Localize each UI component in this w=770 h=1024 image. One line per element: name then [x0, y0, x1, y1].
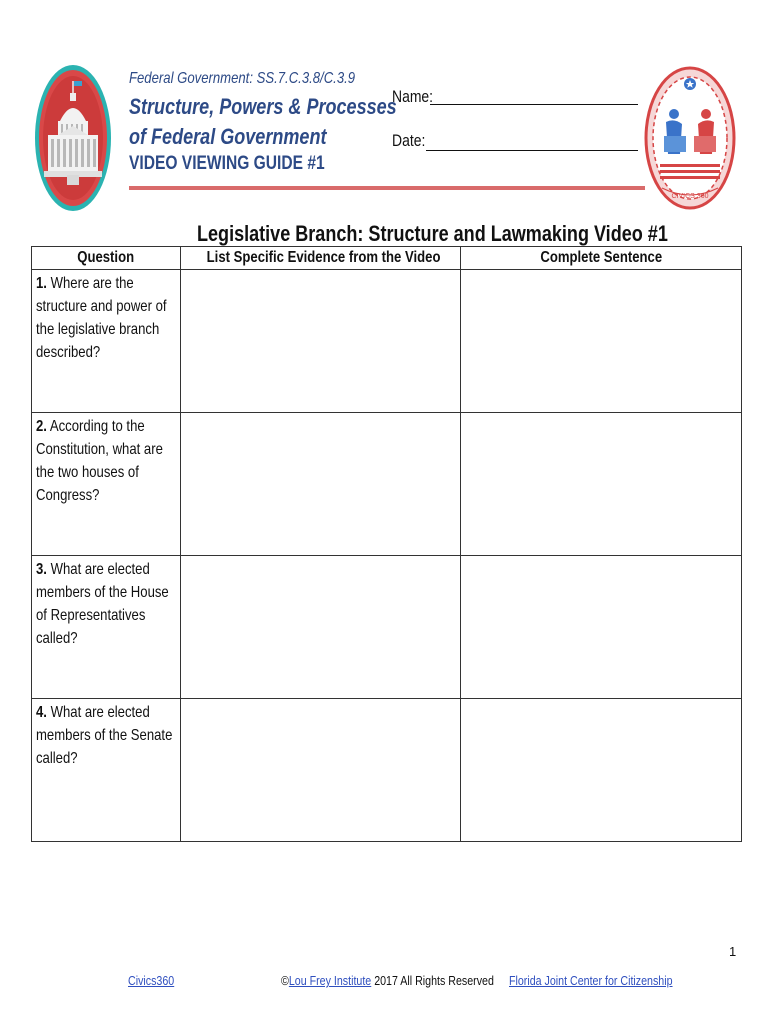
civics360-logo — [644, 66, 736, 211]
question-text: What are elected members of the Senate called? — [36, 704, 173, 767]
table-title: Legislative Branch: Structure and Lawmaking Video #1 — [197, 221, 668, 246]
sentence-answer-cell[interactable] — [461, 413, 742, 556]
evidence-answer-cell[interactable] — [181, 413, 461, 556]
question-cell — [32, 699, 181, 842]
page-number: 1 — [729, 944, 737, 959]
guide-subtitle: VIDEO VIEWING GUIDE #1 — [129, 153, 325, 174]
table-row — [32, 270, 742, 413]
lou-frey-institute-link[interactable]: Lou Frey Institute — [288, 973, 372, 988]
question-cell — [32, 413, 181, 556]
question-text: Where are the structure and power of the legislative branch described? — [36, 275, 167, 361]
header-divider — [129, 186, 645, 190]
standard-code: Federal Government: SS.7.C.3.8/C.3.9 — [129, 70, 356, 87]
sentence-answer-cell[interactable] — [461, 556, 742, 699]
date-label: Date: — [392, 131, 426, 150]
name-label: Name: — [392, 87, 434, 106]
question-cell — [32, 270, 181, 413]
copyright-text: 2017 All Rights Reserved — [371, 973, 494, 988]
evidence-answer-cell[interactable] — [181, 556, 461, 699]
capitol-logo — [34, 63, 112, 213]
table-row — [32, 556, 742, 699]
copyright-symbol: © — [281, 973, 289, 988]
column-header-question: Question — [32, 247, 181, 270]
question-number: 2. — [36, 418, 47, 435]
question-number: 1. — [36, 275, 47, 292]
date-field[interactable] — [426, 150, 638, 151]
copyright-notice — [281, 973, 494, 988]
question-number: 3. — [36, 561, 47, 578]
column-header-evidence: List Specific Evidence from the Video — [181, 247, 461, 270]
table-row — [32, 413, 742, 556]
guide-title-line1: Structure, Powers & Processes — [129, 94, 397, 119]
guide-title-line2: of Federal Government — [129, 124, 327, 149]
table-row — [32, 699, 742, 842]
sentence-answer-cell[interactable] — [461, 699, 742, 842]
column-header-sentence: Complete Sentence — [461, 247, 742, 270]
florida-joint-center-link[interactable]: Florida Joint Center for Citizenship — [509, 973, 673, 988]
viewing-guide-table — [31, 246, 742, 842]
civics360-link[interactable]: Civics360 — [128, 973, 175, 988]
sentence-answer-cell[interactable] — [461, 270, 742, 413]
evidence-answer-cell[interactable] — [181, 270, 461, 413]
question-text: According to the Constitution, what are the two houses of Congress? — [36, 418, 163, 504]
question-text: What are elected members of the House of Representatives called? — [36, 561, 169, 647]
question-number: 4. — [36, 704, 47, 721]
civics-logo-text: CIVICS 360 — [671, 193, 709, 200]
name-field[interactable] — [430, 104, 638, 105]
question-cell — [32, 556, 181, 699]
evidence-answer-cell[interactable] — [181, 699, 461, 842]
table-header-row — [32, 247, 742, 270]
